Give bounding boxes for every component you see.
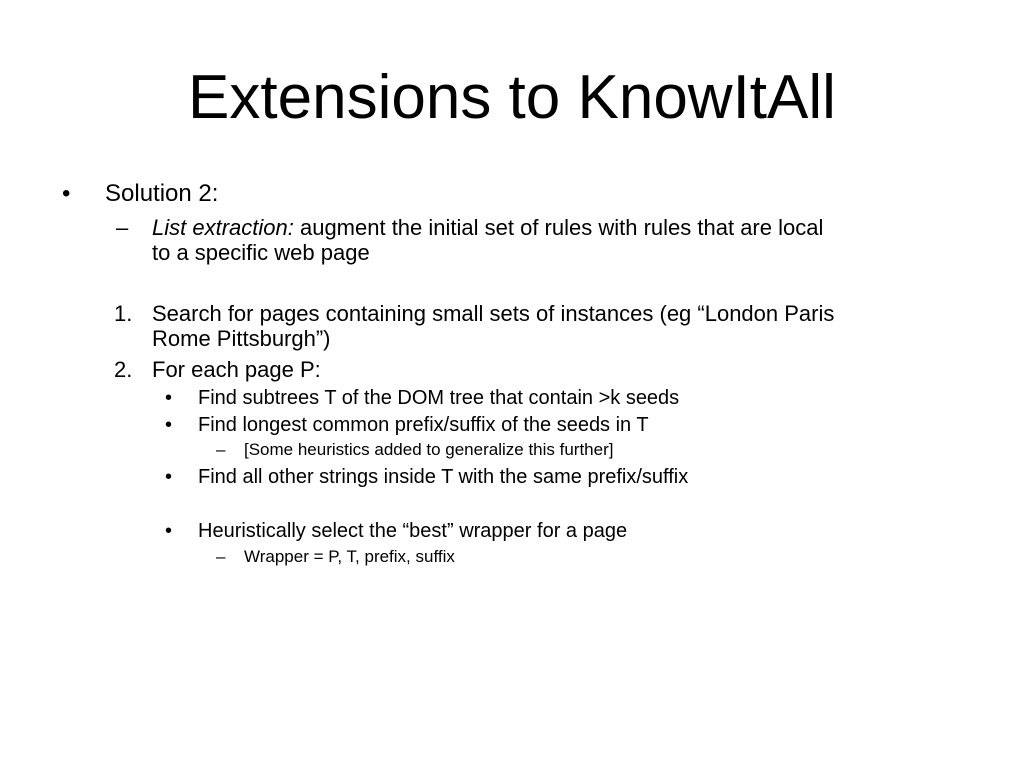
- select-wrapper-text: Heuristically select the “best” wrapper for a page: [198, 520, 628, 542]
- find-prefix-text: Find longest common prefix/suffix of the seeds in T: [198, 414, 649, 436]
- bullet-marker: •: [165, 466, 173, 488]
- step1-line1: Search for pages containing small sets of instances (eg “London Paris: [152, 301, 835, 326]
- list-extraction-line: [152, 215, 823, 240]
- list-extraction-text-2: to a specific web page: [152, 240, 370, 265]
- step-number-2: 2.: [114, 357, 133, 382]
- bullet-marker: •: [165, 387, 173, 409]
- solution-heading: Solution 2:: [105, 180, 219, 207]
- list-extraction-label: List extraction:: [152, 215, 294, 240]
- bullet-marker: •: [165, 414, 173, 436]
- dash-marker: –: [116, 215, 129, 240]
- bullet-marker: •: [62, 180, 71, 207]
- find-strings-text: Find all other strings inside T with the same prefix/suffix: [198, 466, 689, 488]
- wrapper-definition-text: Wrapper = P, T, prefix, suffix: [244, 547, 455, 566]
- list-extraction-text-1: augment the initial set of rules with rules that are local: [299, 215, 824, 240]
- bullet-marker: •: [165, 520, 173, 542]
- heuristics-note-text: [Some heuristics added to generalize this further]: [244, 440, 614, 459]
- dash-marker: –: [216, 547, 226, 566]
- slide-title: Extensions to KnowItAll: [188, 63, 836, 132]
- dash-marker: –: [216, 440, 226, 459]
- find-subtrees-text: Find subtrees T of the DOM tree that contain >k seeds: [198, 387, 680, 409]
- step2-text: For each page P:: [152, 357, 321, 382]
- step-number-1: 1.: [114, 301, 133, 326]
- step1-line2: Rome Pittsburgh”): [152, 326, 331, 351]
